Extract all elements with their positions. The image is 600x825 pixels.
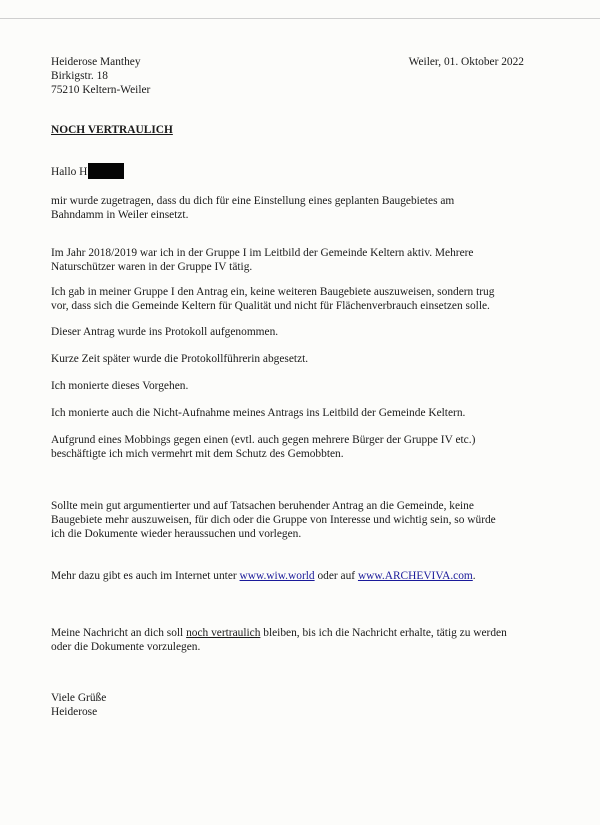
paragraph-11-line-1 bbox=[51, 626, 507, 641]
paragraph-1-line-1: mir wurde zugetragen, dass du dich für eine Einstellung eines geplanten Baugebietes am bbox=[51, 195, 455, 207]
greeting bbox=[51, 163, 124, 180]
paragraph-2-line-2: Naturschützer waren in der Gruppe IV tätig. bbox=[51, 261, 253, 273]
signature-name: Heiderose bbox=[51, 706, 98, 718]
scan-artifact-line bbox=[0, 18, 600, 19]
redaction-block bbox=[88, 163, 124, 179]
paragraph-10-prefix: Mehr dazu gibt es auch im Internet unter bbox=[51, 570, 240, 582]
paragraph-11-suffix: bleiben, bis ich die Nachricht erhalte, tätig zu werden bbox=[260, 627, 507, 639]
paragraph-8-line-1: Aufgrund eines Mobbings gegen einen (evtl. auch gegen mehrere Bürger der Gruppe IV etc.) bbox=[51, 434, 476, 446]
paragraph-4: Dieser Antrag wurde ins Protokoll aufgenommen. bbox=[51, 326, 279, 338]
closing: Viele Grüße bbox=[51, 692, 107, 704]
paragraph-11-prefix: Meine Nachricht an dich soll bbox=[51, 627, 187, 639]
subject-line: NOCH VERTRAULICH bbox=[51, 124, 173, 136]
paragraph-9-line-1: Sollte mein gut argumentierter und auf Tatsachen beruhender Antrag an die Gemeinde, keine bbox=[51, 500, 474, 512]
paragraph-10 bbox=[51, 569, 476, 584]
paragraph-1-line-2: Bahndamm in Weiler einsetzt. bbox=[51, 209, 189, 221]
paragraph-10-suffix: . bbox=[472, 570, 476, 582]
paragraph-9-line-2: Baugebiete mehr auszuweisen, für dich oder die Gruppe von Interesse und wichtig sein, so würde bbox=[51, 514, 496, 526]
sender-name: Heiderose Manthey bbox=[51, 56, 141, 68]
paragraph-3-line-2: vor, dass sich die Gemeinde Keltern für Qualität und nicht für Flächenverbrauch einsetzen solle. bbox=[51, 300, 490, 312]
date-line: Weiler, 01. Oktober 2022 bbox=[408, 56, 524, 68]
paragraph-11-line-2: oder die Dokumente vorzulegen. bbox=[51, 641, 201, 653]
link-wiw-world[interactable]: www.wiw.world bbox=[239, 570, 315, 582]
paragraph-8-line-2: beschäftigte ich mich vermehrt mit dem Schutz des Gemobbten. bbox=[51, 448, 344, 460]
paragraph-3-line-1: Ich gab in meiner Gruppe I den Antrag ein, keine weiteren Baugebiete auszuweisen, sondern trug bbox=[51, 286, 495, 298]
greeting-text: Hallo H bbox=[51, 166, 88, 178]
sender-city: 75210 Keltern-Weiler bbox=[51, 84, 151, 96]
paragraph-10-mid: oder auf bbox=[314, 570, 358, 582]
link-archeviva[interactable]: www.ARCHEVIVA.com bbox=[357, 570, 473, 582]
paragraph-2-line-1: Im Jahr 2018/2019 war ich in der Gruppe I im Leitbild der Gemeinde Keltern aktiv. Mehrere bbox=[51, 247, 474, 259]
paragraph-5: Kurze Zeit später wurde die Protokollführerin abgesetzt. bbox=[51, 353, 309, 365]
paragraph-7: Ich monierte auch die Nicht-Aufnahme meines Antrags ins Leitbild der Gemeinde Keltern. bbox=[51, 407, 466, 419]
paragraph-6: Ich monierte dieses Vorgehen. bbox=[51, 380, 189, 392]
paragraph-11-underlined: noch vertraulich bbox=[186, 627, 261, 639]
sender-street: Birkigstr. 18 bbox=[51, 70, 108, 82]
paragraph-9-line-3: ich die Dokumente wieder heraussuchen und vorlegen. bbox=[51, 528, 302, 540]
